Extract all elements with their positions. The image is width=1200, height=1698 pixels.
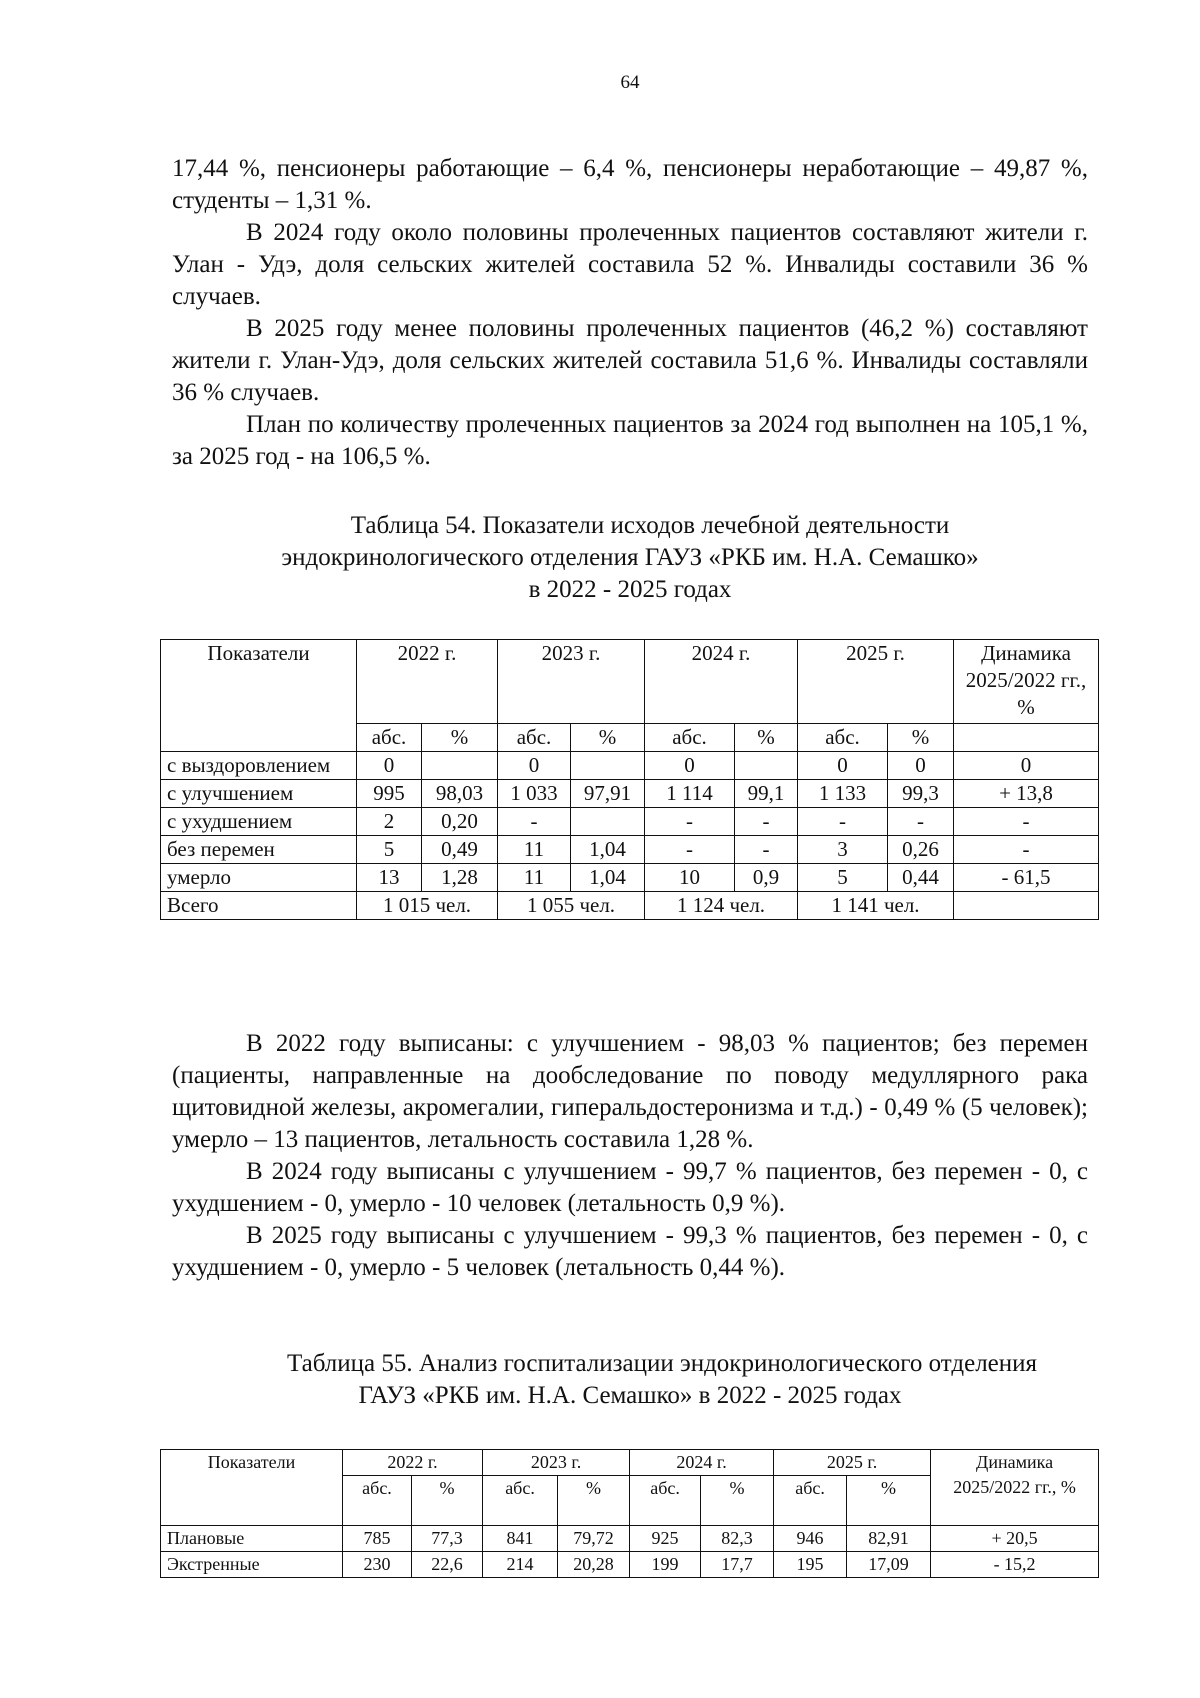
- table-cell: 82,91: [847, 1526, 931, 1552]
- total-value: 1 141 чел.: [798, 892, 954, 920]
- table-cell: 1 033: [498, 780, 571, 808]
- table-cell: 0: [888, 752, 954, 780]
- table-row: [161, 864, 1099, 892]
- table-cell: 0,9: [735, 864, 798, 892]
- table-cell: 785: [343, 1526, 412, 1552]
- table-cell: -: [645, 836, 735, 864]
- table-cell: -: [954, 808, 1099, 836]
- table55-caption: [172, 1348, 1088, 1412]
- row-label: с улучшением: [161, 780, 357, 808]
- paragraph: В 2024 году выписаны с улучшением - 99,7 % пациентов, без перемен - 0, с ухудшением - 0, умерло - 10 человек (летальность 0,9 %).: [172, 1158, 1088, 1217]
- table-cell: [735, 752, 798, 780]
- table-cell: + 20,5: [931, 1526, 1099, 1552]
- paragraph: В 2024 году около половины пролеченных пациентов составляют жители г. Улан - Удэ, доля сельских жителей составила 52 %. Инвалиды составили 36 % случаев.: [172, 219, 1088, 310]
- table-cell: 13: [357, 864, 422, 892]
- table-row: [161, 836, 1099, 864]
- paragraph: В 2022 году выписаны: с улучшением - 98,03 % пациентов; без перемен (пациенты, направленные на дообследование по поводу медуллярного рака щитовидной железы, акромегалии, гиперальдостеронизма и т.д.) - 0,49 % (5 человек); умерло – 13 пациентов, летальность составила 1,28 %.: [172, 1030, 1088, 1153]
- table-cell: 82,3: [701, 1526, 774, 1552]
- header-empty: [954, 724, 1099, 752]
- caption-line: эндокринологического отделения ГАУЗ «РКБ им. Н.А. Семашко»: [281, 544, 979, 571]
- table-cell: 3: [798, 836, 888, 864]
- table-cell: 11: [498, 864, 571, 892]
- header-abs: абс.: [630, 1476, 701, 1526]
- table-cell: 1 133: [798, 780, 888, 808]
- header-year: 2022 г.: [343, 1450, 483, 1476]
- row-label: с ухудшением: [161, 808, 357, 836]
- header-pct: %: [888, 724, 954, 752]
- header-year: 2024 г.: [645, 640, 798, 724]
- middle-text: [172, 1028, 1088, 1284]
- table-cell: -: [888, 808, 954, 836]
- total-value: 1 055 чел.: [498, 892, 645, 920]
- caption-line: Таблица 55. Анализ госпитализации эндокринологического отделения: [286, 1350, 1038, 1377]
- table-cell: 1,28: [422, 864, 498, 892]
- table-cell: 925: [630, 1526, 701, 1552]
- header-year: 2024 г.: [630, 1450, 774, 1476]
- header-year: 2025 г.: [774, 1450, 931, 1476]
- table-cell: 230: [343, 1552, 412, 1578]
- row-label: без перемен: [161, 836, 357, 864]
- table-cell: 5: [357, 836, 422, 864]
- header-abs: абс.: [483, 1476, 558, 1526]
- caption-line: Таблица 54. Показатели исходов лечебной деятельности: [350, 512, 950, 539]
- table-cell: 98,03: [422, 780, 498, 808]
- table-cell: 77,3: [412, 1526, 483, 1552]
- header-pct: %: [412, 1476, 483, 1526]
- header-dynamics: Динамика 2025/2022 гг., %: [931, 1450, 1099, 1526]
- table-cell: 11: [498, 836, 571, 864]
- header-pct: %: [422, 724, 498, 752]
- table54-caption: [172, 510, 1088, 606]
- table-cell: 0,49: [422, 836, 498, 864]
- table-cell: 1,04: [571, 864, 645, 892]
- table-cell: 841: [483, 1526, 558, 1552]
- header-abs: абс.: [498, 724, 571, 752]
- header-pct: %: [701, 1476, 774, 1526]
- header-year: 2022 г.: [357, 640, 498, 724]
- caption-line: в 2022 - 2025 годах: [528, 576, 732, 603]
- header-abs: абс.: [798, 724, 888, 752]
- header-abs: абс.: [357, 724, 422, 752]
- table-cell: 0: [954, 752, 1099, 780]
- header-abs: абс.: [645, 724, 735, 752]
- header-dynamics: Динамика 2025/2022 гг., %: [954, 640, 1099, 724]
- table-cell: -: [498, 808, 571, 836]
- table-cell: 195: [774, 1552, 847, 1578]
- table-cell: 0: [645, 752, 735, 780]
- table-cell: -: [798, 808, 888, 836]
- table-cell: 97,91: [571, 780, 645, 808]
- table-cell: 0,44: [888, 864, 954, 892]
- table-cell: 0,20: [422, 808, 498, 836]
- table-row: [161, 808, 1099, 836]
- table-cell: 1 114: [645, 780, 735, 808]
- header-pct: %: [571, 724, 645, 752]
- table-cell: 99,3: [888, 780, 954, 808]
- table-cell: 20,28: [558, 1552, 630, 1578]
- table-row: [161, 1526, 1099, 1552]
- table-cell: -: [735, 836, 798, 864]
- table-cell: 2: [357, 808, 422, 836]
- table-row: [161, 780, 1099, 808]
- table-cell: 22,6: [412, 1552, 483, 1578]
- paragraph: В 2025 году менее половины пролеченных пациентов (46,2 %) составляют жители г. Улан-Удэ, доля сельских жителей составила 51,6 %. Инвалиды составляли 36 % случаев.: [172, 315, 1088, 406]
- paragraph: План по количеству пролеченных пациентов за 2024 год выполнен на 105,1 %, за 2025 год - на 106,5 %.: [172, 411, 1088, 470]
- table-cell: + 13,8: [954, 780, 1099, 808]
- table-cell: 995: [357, 780, 422, 808]
- table-cell: [571, 752, 645, 780]
- table-cell: [422, 752, 498, 780]
- table-cell: - 61,5: [954, 864, 1099, 892]
- table-cell: 0: [498, 752, 571, 780]
- table-cell: 0: [798, 752, 888, 780]
- header-pct: %: [735, 724, 798, 752]
- row-label: Плановые: [161, 1526, 343, 1552]
- table-54: [160, 639, 1099, 920]
- table-cell: 99,1: [735, 780, 798, 808]
- table-cell: 946: [774, 1526, 847, 1552]
- table-row: [161, 752, 1099, 780]
- caption-line: ГАУЗ «РКБ им. Н.А. Семашко» в 2022 - 2025 годах: [358, 1382, 902, 1409]
- table-cell: 17,7: [701, 1552, 774, 1578]
- table-cell: [571, 808, 645, 836]
- table-cell: 5: [798, 864, 888, 892]
- table-cell: - 15,2: [931, 1552, 1099, 1578]
- header-year: 2023 г.: [498, 640, 645, 724]
- header-abs: абс.: [343, 1476, 412, 1526]
- table-cell: 79,72: [558, 1526, 630, 1552]
- paragraph: В 2025 году выписаны с улучшением - 99,3 % пациентов, без перемен - 0, с ухудшением - 0, умерло - 5 человек (летальность 0,44 %).: [172, 1222, 1088, 1281]
- header-indicator: Показатели: [161, 1450, 343, 1526]
- total-value: 1 124 чел.: [645, 892, 798, 920]
- table-cell: -: [645, 808, 735, 836]
- table-cell: 199: [630, 1552, 701, 1578]
- header-abs: абс.: [774, 1476, 847, 1526]
- row-label: Экстренные: [161, 1552, 343, 1578]
- header-year: 2025 г.: [798, 640, 954, 724]
- total-value: 1 015 чел.: [357, 892, 498, 920]
- header-pct: %: [558, 1476, 630, 1526]
- header-year: 2023 г.: [483, 1450, 630, 1476]
- paragraph: 17,44 %, пенсионеры работающие – 6,4 %, пенсионеры неработающие – 49,87 %, студенты – 1,31 %.: [172, 155, 1088, 214]
- row-label: с выздоровлением: [161, 752, 357, 780]
- table-cell: -: [735, 808, 798, 836]
- table-cell: 214: [483, 1552, 558, 1578]
- total-label: Всего: [161, 892, 357, 920]
- row-label: умерло: [161, 864, 357, 892]
- header-pct: %: [847, 1476, 931, 1526]
- total-dynamics: [954, 892, 1099, 920]
- table-row: [161, 1552, 1099, 1578]
- table-cell: 1,04: [571, 836, 645, 864]
- table-cell: 10: [645, 864, 735, 892]
- table-cell: 0: [357, 752, 422, 780]
- page-number: 64: [620, 72, 640, 93]
- table-cell: -: [954, 836, 1099, 864]
- header-indicator: Показатели: [161, 640, 357, 752]
- table-55: [160, 1449, 1099, 1578]
- table-cell: 17,09: [847, 1552, 931, 1578]
- intro-text: [172, 153, 1088, 473]
- table-cell: 0,26: [888, 836, 954, 864]
